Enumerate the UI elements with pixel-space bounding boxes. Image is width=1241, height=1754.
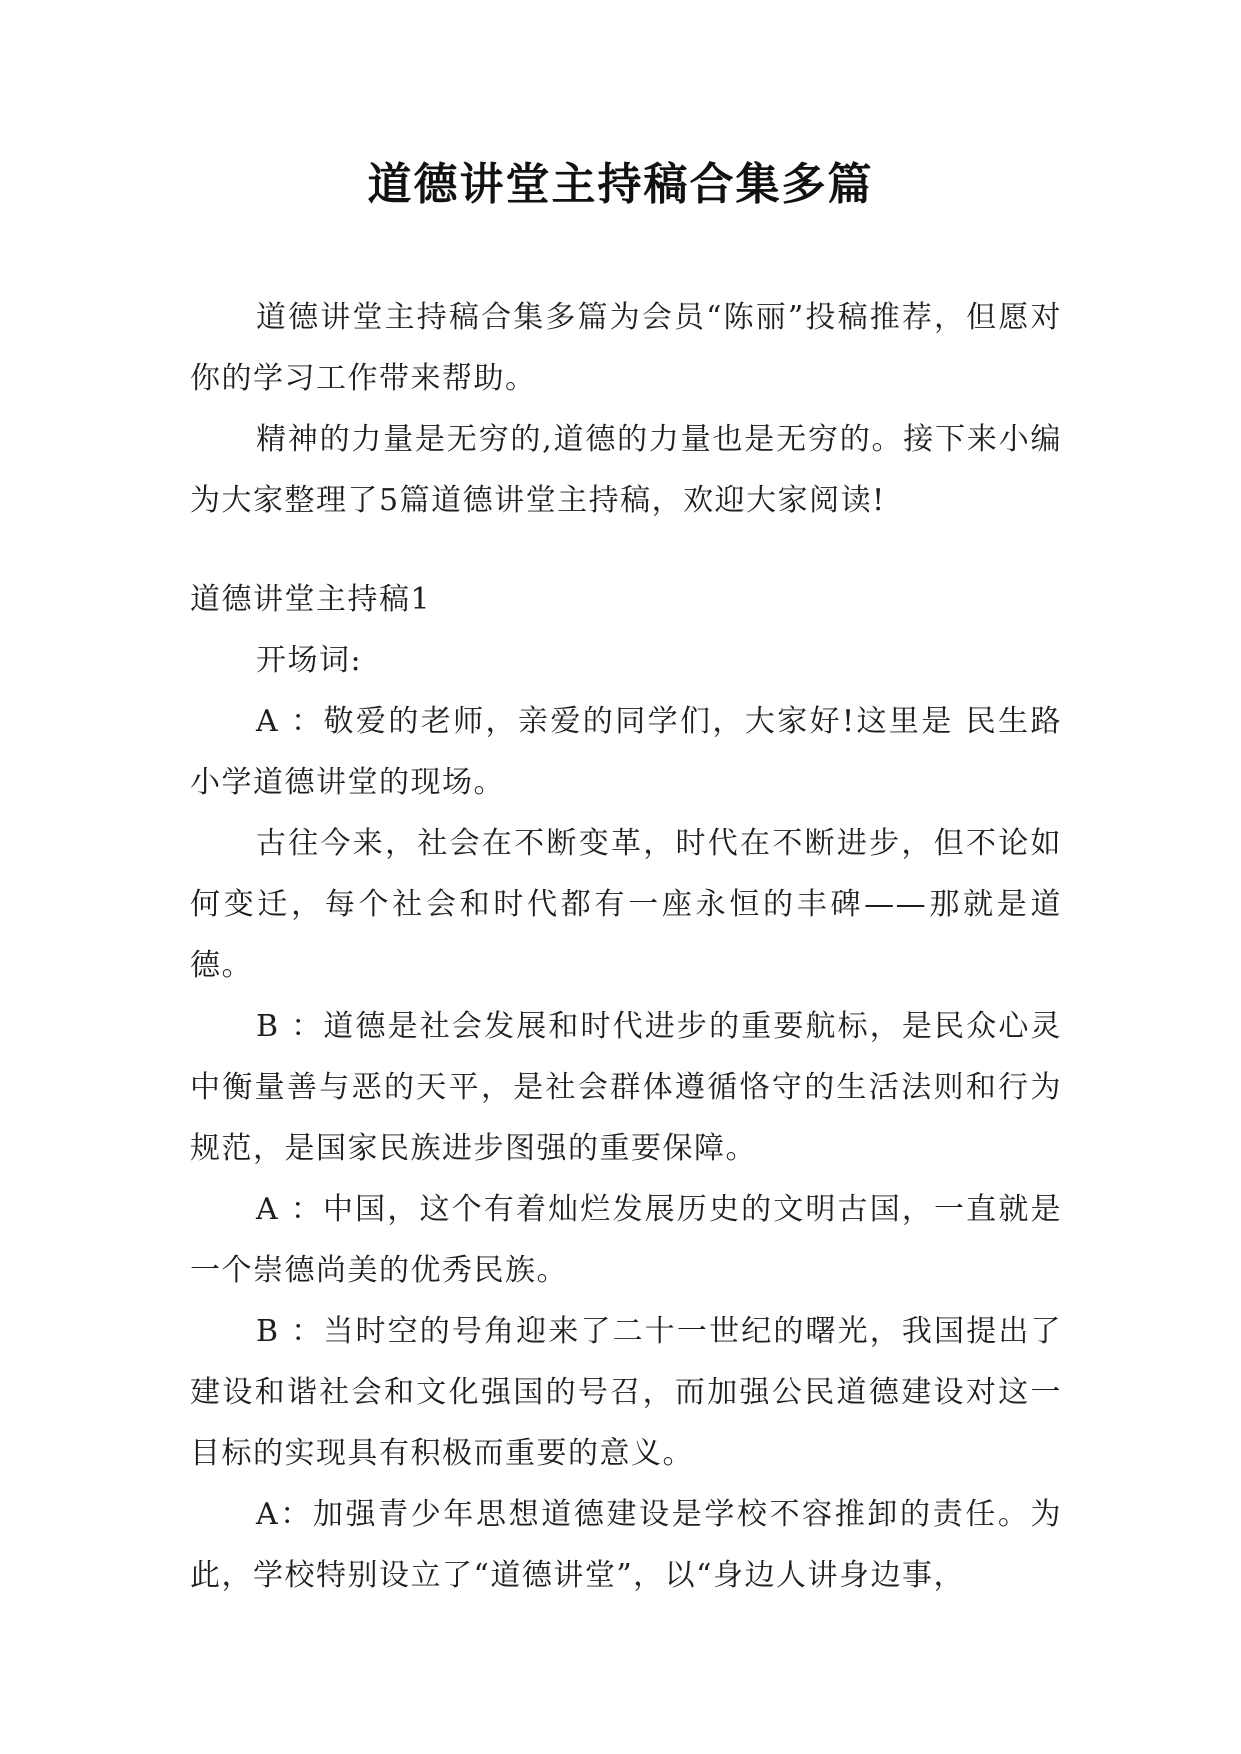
paragraph-a-school: A：加强青少年思想道德建设是学校不容推卸的责任。为此，学校特别设立了“道德讲堂”，以“身边人讲身边事，: [190, 1497, 1062, 1593]
paragraph-a-china: A ：中国，这个有着灿烂发展历史的文明古国，一直就是一个崇德尚美的优秀民族。: [190, 1192, 1062, 1288]
document-body: [190, 287, 1062, 1606]
section-heading: 道德讲堂主持稿1: [190, 582, 432, 617]
paragraph-history: 古往今来，社会在不断变革，时代在不断进步，但不论如何变迁，每个社会和时代都有一座永恒的丰碑——那就是道德。: [190, 826, 1062, 983]
document-title: 道德讲堂主持稿合集多篇: [367, 159, 874, 210]
paragraph-opening-label: 开场词:: [256, 643, 363, 678]
intro-paragraph-1: 道德讲堂主持稿合集多篇为会员“陈丽”投稿推荐，但愿对你的学习工作带来帮助。: [190, 300, 1062, 396]
paragraph-b-century: B ：当时空的号角迎来了二十一世纪的曙光，我国提出了建设和谐社会和文化强国的号召，而加强公民道德建设对这一目标的实现具有积极而重要的意义。: [190, 1314, 1062, 1471]
intro-paragraph-2: 精神的力量是无穷的,道德的力量也是无穷的。接下来小编为大家整理了5篇道德讲堂主持稿，欢迎大家阅读!: [190, 422, 1062, 518]
paragraph-a-greeting: A ：敬爱的老师，亲爱的同学们，大家好!这里是 民生路小学道德讲堂的现场。: [190, 704, 1062, 800]
paragraph-b-morality: B ：道德是社会发展和时代进步的重要航标，是民众心灵中衡量善与恶的天平，是社会群体遵循恪守的生活法则和行为规范，是国家民族进步图强的重要保障。: [190, 1009, 1062, 1166]
